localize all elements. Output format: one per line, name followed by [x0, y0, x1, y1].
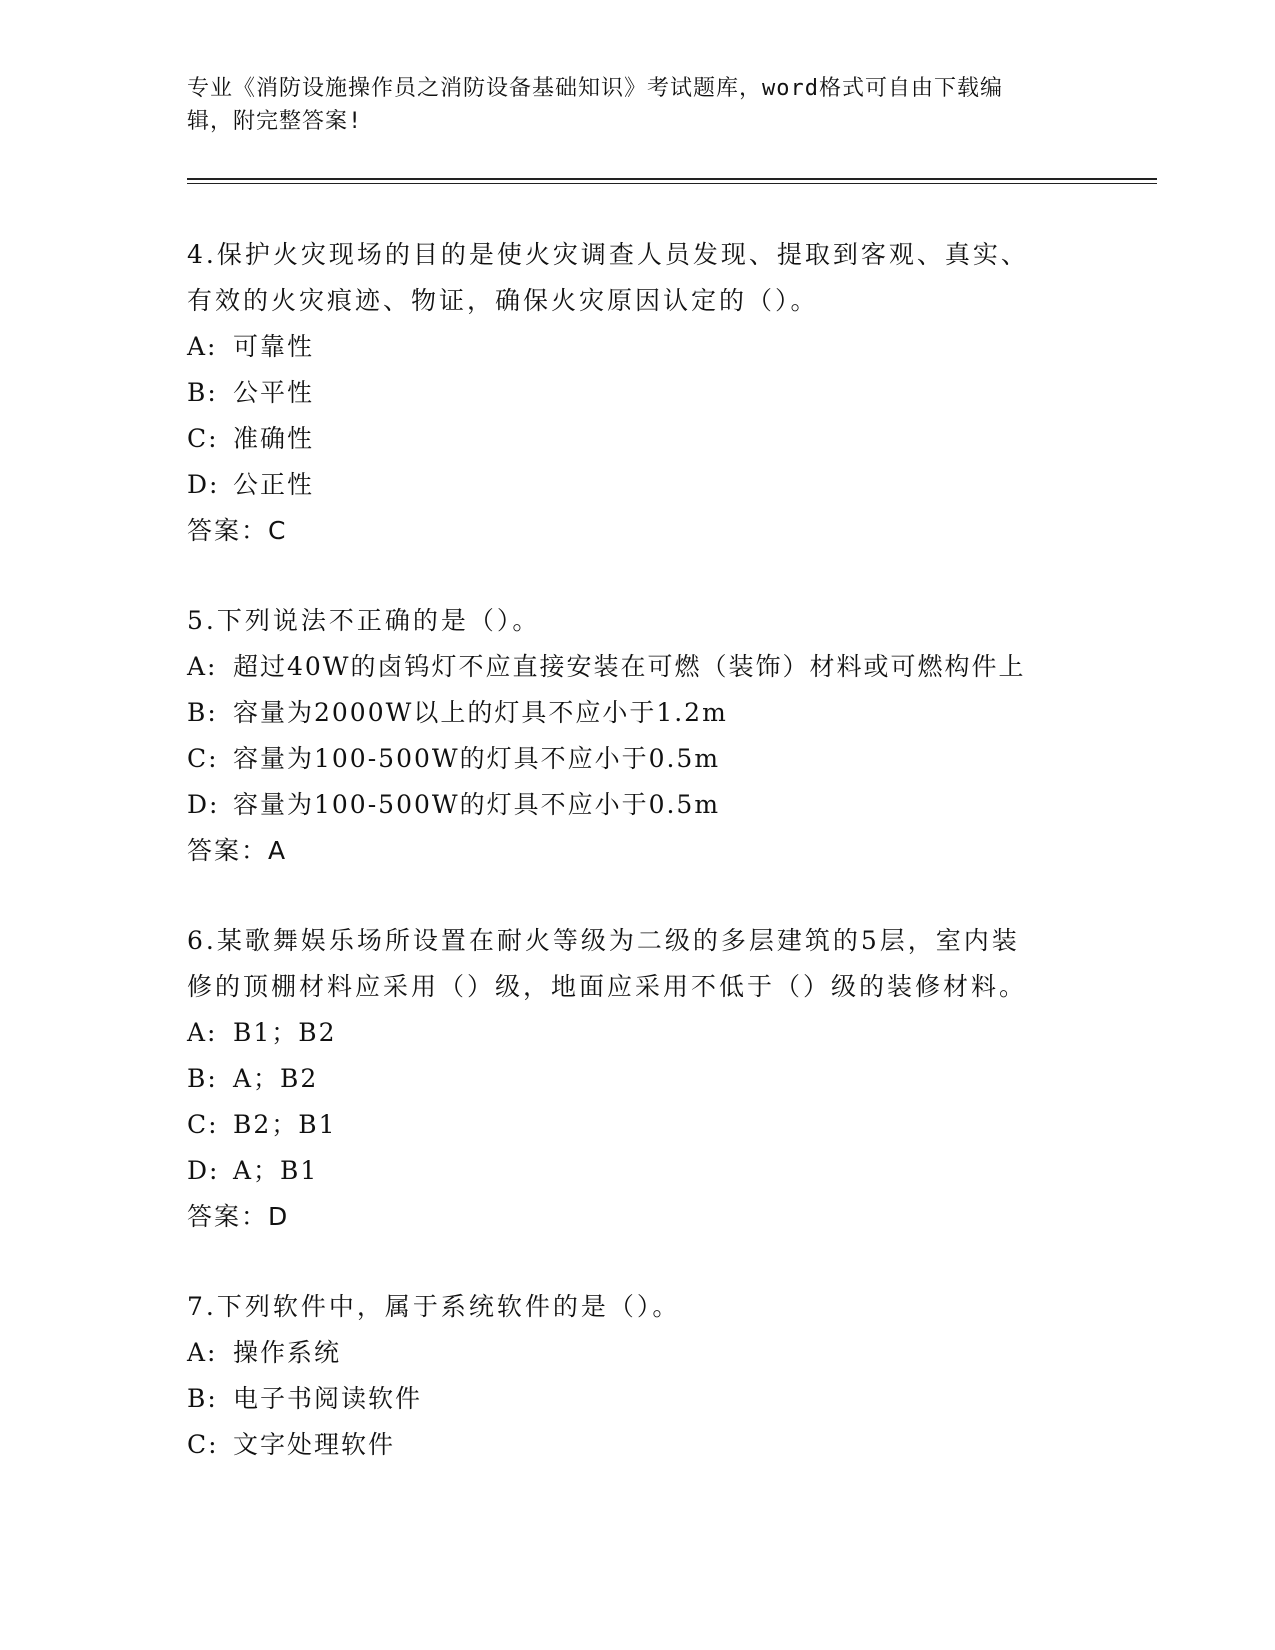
option-b	[187, 370, 1087, 416]
option-d	[187, 782, 1087, 828]
question-stem: 6.某歌舞娱乐场所设置在耐火等级为二级的多层建筑的5层，室内装	[187, 926, 1020, 955]
option-text: 文字处理软件	[233, 1430, 396, 1459]
option-key: D:	[187, 470, 220, 499]
option-b	[187, 690, 1087, 736]
option-d	[187, 1148, 1087, 1194]
question-stem: 有效的火灾痕迹、物证，确保火灾原因认定的（）。	[187, 286, 819, 315]
option-text: A；B2	[233, 1064, 319, 1093]
option-text: 超过40W的卤钨灯不应直接安装在可燃（装饰）材料或可燃构件上	[233, 652, 1026, 681]
option-text: 公正性	[233, 470, 315, 499]
question-stem: 修的顶棚材料应采用（）级，地面应采用不低于（）级的装修材料。	[187, 972, 1028, 1001]
intro-line-1: 专业《消防设施操作员之消防设备基础知识》考试题库，word格式可自由下载编	[187, 76, 1003, 101]
question-6	[187, 918, 1087, 1240]
option-key: C:	[187, 1430, 219, 1459]
option-c	[187, 736, 1087, 782]
option-text: 容量为100-500W的灯具不应小于0.5m	[233, 744, 721, 773]
option-key: D:	[187, 790, 220, 819]
option-key: A:	[187, 652, 218, 681]
option-a	[187, 324, 1087, 370]
option-text: 容量为2000W以上的灯具不应小于1.2m	[233, 698, 728, 727]
option-text: 容量为100-500W的灯具不应小于0.5m	[233, 790, 721, 819]
option-a	[187, 644, 1087, 690]
option-key: B:	[187, 1064, 218, 1093]
question-stem: 7.下列软件中，属于系统软件的是（）。	[187, 1292, 681, 1321]
question-list	[187, 232, 1087, 1512]
option-key: B:	[187, 378, 218, 407]
option-c	[187, 1422, 1087, 1468]
option-b	[187, 1056, 1087, 1102]
option-key: A:	[187, 332, 218, 361]
intro-line-2: 辑，附完整答案!	[187, 109, 363, 134]
option-d	[187, 462, 1087, 508]
option-a	[187, 1010, 1087, 1056]
answer-line: 答案：D	[187, 1202, 290, 1231]
option-c	[187, 1102, 1087, 1148]
question-stem: 5.下列说法不正确的是（）。	[187, 606, 541, 635]
option-key: B:	[187, 698, 218, 727]
option-text: B1；B2	[233, 1018, 337, 1047]
option-text: 准确性	[233, 424, 315, 453]
option-text: 可靠性	[233, 332, 315, 361]
option-key: C:	[187, 424, 219, 453]
header-divider-thin	[187, 183, 1157, 184]
question-5	[187, 598, 1087, 874]
option-key: C:	[187, 744, 219, 773]
question-7	[187, 1284, 1087, 1468]
option-text: 电子书阅读软件	[233, 1384, 423, 1413]
document-header	[187, 72, 1067, 138]
answer-line: 答案：A	[187, 836, 288, 865]
question-stem: 4.保护火灾现场的目的是使火灾调查人员发现、提取到客观、真实、	[187, 240, 1029, 269]
option-text: 操作系统	[233, 1338, 342, 1367]
option-text: A；B1	[233, 1156, 319, 1185]
option-b	[187, 1376, 1087, 1422]
answer-line: 答案：C	[187, 516, 288, 545]
option-key: A:	[187, 1018, 218, 1047]
option-text: B2；B1	[233, 1110, 337, 1139]
option-a	[187, 1330, 1087, 1376]
header-divider-thick	[187, 178, 1157, 180]
question-4	[187, 232, 1087, 554]
option-key: C:	[187, 1110, 219, 1139]
option-key: A:	[187, 1338, 218, 1367]
option-key: D:	[187, 1156, 220, 1185]
option-c	[187, 416, 1087, 462]
option-key: B:	[187, 1384, 218, 1413]
option-text: 公平性	[233, 378, 315, 407]
